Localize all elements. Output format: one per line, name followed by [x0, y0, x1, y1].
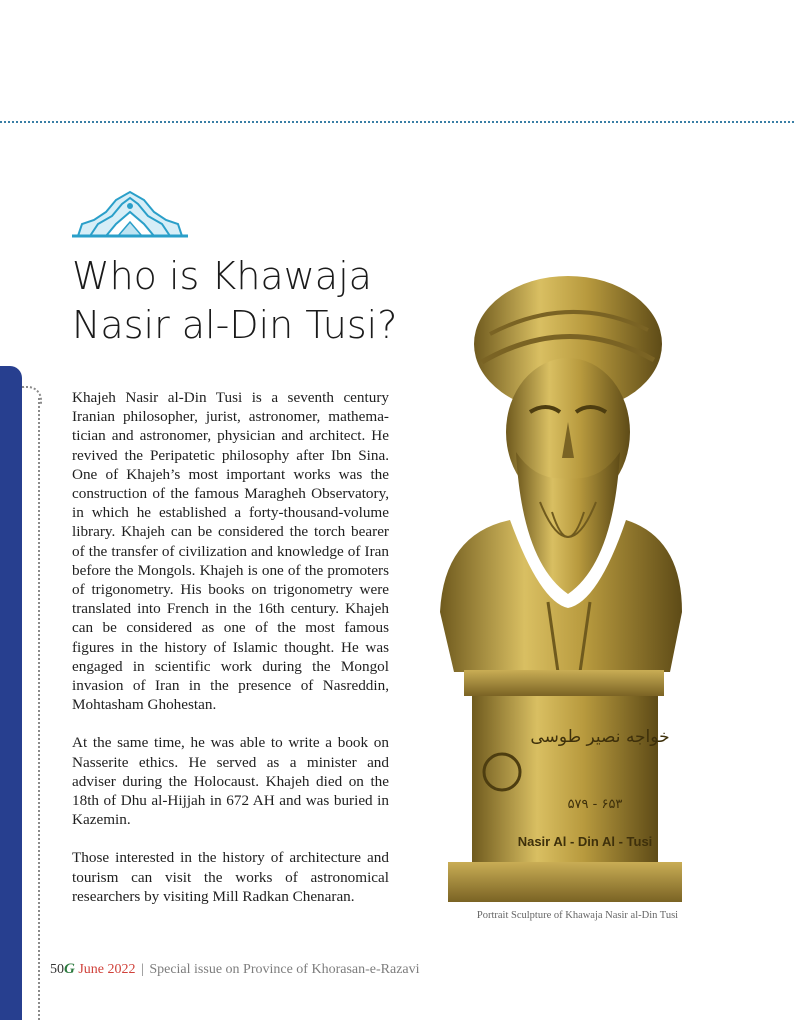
plaque-latin-text: Nasir Al - Din Al - Tusi [517, 834, 653, 849]
page-footer [50, 961, 420, 978]
article-body [72, 388, 389, 925]
page-number: 50 [50, 962, 64, 977]
title-line-2: Nasir al-Din Tusi? [72, 303, 398, 347]
issue-title: Special issue on Province of Khorasan-e-Razavi [149, 962, 420, 977]
figure-caption: Portrait Sculpture of Khawaja Nasir al-Din Tusi [476, 910, 679, 921]
plaque-years-text: ۵۷۹ - ۶۵۳ [567, 797, 623, 812]
magazine-logo-icon: G [64, 961, 75, 977]
plaque-arabic-text: خواجه نصیر طوسی [530, 727, 670, 747]
footer-separator: | [141, 962, 144, 977]
bust-sculpture-image [430, 272, 690, 904]
side-dotted-rule [38, 398, 40, 1020]
issue-date: June 2022 [78, 962, 136, 977]
body-paragraph-2: At the same time, he was able to write a book on Nasserite ethics. He served as a minister and adviser during the Holocaust. Khajeh died on the 18th of Dhu al-Hijjah in 672 AH and was buried in Kazemin. [72, 734, 389, 829]
body-paragraph-3: Those interested in the history of architecture and tourism can visit the works of astronomical researchers by visiting Mill Radkan Chenaran. [72, 849, 389, 905]
article-title [72, 252, 412, 350]
title-line-1: Who is Khawaja [72, 254, 372, 298]
body-paragraph-1: Khajeh Nasir al-Din Tusi is a seventh century Iranian philosopher, jurist, astronomer, mathema- tician and astronomer, physician and architect. He revived the Peripatetic philosophy after Ibn Sina. One of Khajeh’s most important works was the construction of the famous Maragheh Observatory, in which he established a forty-thousand-volume library. Khajeh can be considered the torch bearer of the transfer of civilization and knowledge of Iran before the Mongols. Khajeh is one of the promoters of trigonometry. His books on trigonometry were translated into French in the 16th century. Khajeh can be considered as one of the most famous figures in the history of Islamic thought. He was engaged in scientific work during the Mongol invasion of Iran in the presence of Nasreddin, Mohtasham Ghohestan. [72, 389, 389, 714]
side-color-tab [0, 366, 22, 1020]
top-dotted-rule [0, 121, 794, 123]
geometric-dome-ornament-icon [72, 190, 188, 238]
